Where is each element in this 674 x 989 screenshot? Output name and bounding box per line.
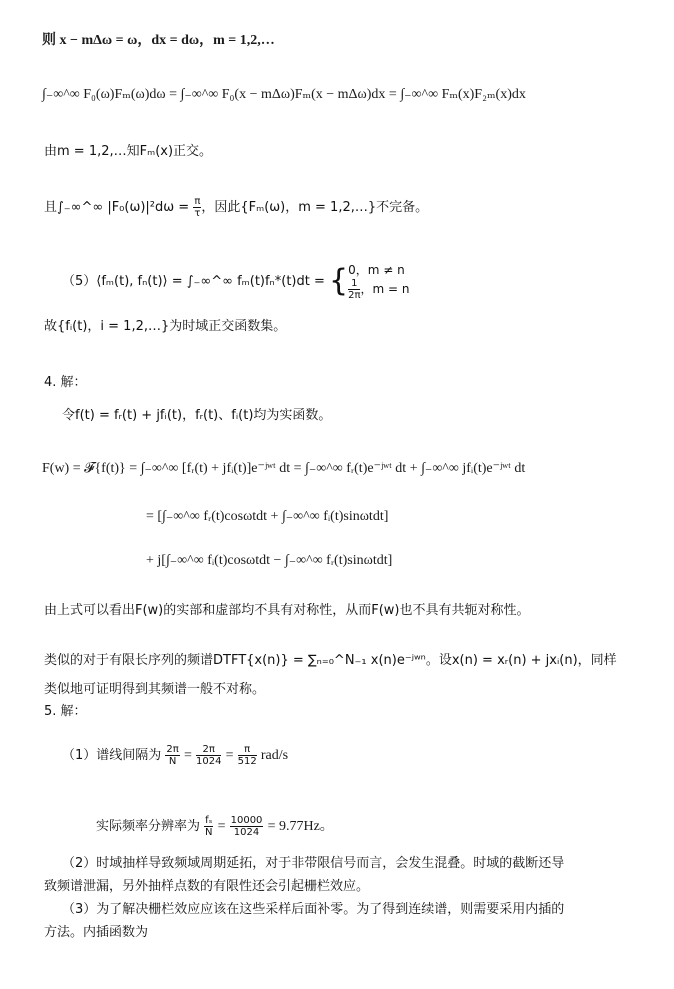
equals-sign: = (183, 748, 192, 763)
equation-imag-part: + j[∫₋∞^∞ fᵢ(t)cosωtdt − ∫₋∞^∞ fᵣ(t)sinωtdt] (146, 553, 393, 568)
equation-orthogonality-integral: ∫₋∞^∞ F₀(ω)Fₘ(ω)dω = ∫₋∞^∞ F₀(x − mΔω)Fₘ(x − mΔω)dx = ∫₋∞^∞ Fₘ(x)F₂ₘ(x)dx (42, 87, 526, 102)
text-line-spacing-label: （1）谱线间隔为 (62, 748, 162, 763)
text-dtft-conclusion: 类似地可证明得到其频谱一般不对称。 (44, 682, 266, 697)
text-orthogonal-set: 故{fᵢ(t)，i = 1,2,…}为时域正交函数集。 (44, 319, 287, 334)
equation-fourier-transform: F(w) = 𝓕{f(t)} = ∫₋∞^∞ [fᵣ(t) + jfᵢ(t)]e⁻ʲʷᵗ dt = ∫₋∞^∞ fᵣ(t)e⁻ʲʷᵗ dt + ∫₋∞^∞ jfᵢ(t)e⁻ʲʷᵗ dt (42, 461, 526, 476)
fraction-1-over-2pi (348, 278, 360, 301)
fraction-denominator: 512 (237, 756, 257, 767)
equals-sign: = (225, 748, 234, 763)
unit-rad-per-s: rad/s (260, 748, 289, 763)
text-dtft-statement: 类似的对于有限长序列的频谱DTFT{x(n)} = ∑ₙ₌₀^N₋₁ x(n)e⁻ʲʷⁿ。设x(n) = xᵣ(n) + jxᵢ(n)，同样 (44, 653, 617, 668)
text-aliasing-1: （2）时域抽样导致频域周期延拓，对于非带限信号而言，会发生混叠。时域的截断还导 (62, 856, 565, 871)
fraction-denominator: τ (194, 208, 201, 219)
fraction-numerator: 1 (348, 278, 360, 290)
text-incomplete-statement (44, 196, 428, 219)
equation-real-part: = [∫₋∞^∞ fᵣ(t)cosωtdt + ∫₋∞^∞ fᵢ(t)sinωtdt] (146, 509, 389, 524)
fraction-numerator: fₛ (205, 815, 213, 826)
text-orthogonal-statement: 由m = 1,2,…知Fₘ(x)正交。 (44, 144, 213, 159)
text-let-f: 令f(t) = fᵣ(t) + jfᵢ(t)，fᵣ(t)、fᵢ(t)均为实函数。 (62, 408, 332, 423)
equation-substitution: 则 x − mΔω = ω，dx = dω，m = 1,2,… (42, 33, 275, 48)
fraction-denominator: N (168, 756, 177, 767)
heading-question-5: 5. 解： (44, 704, 87, 719)
equals-sign: = (217, 819, 226, 834)
case-equal (348, 278, 409, 301)
case-not-equal: 0，m ≠ n (348, 263, 405, 277)
fraction-denominator: 1024 (233, 827, 260, 838)
equation-inner-product-lhs: （5）⟨fₘ(t), fₙ(t)⟩ = ∫₋∞^∞ fₘ(t)fₙ*(t)dt = (62, 274, 329, 289)
heading-question-4: 4. 解： (44, 375, 87, 390)
left-brace: { (329, 263, 349, 299)
text-symmetry-conclusion: 由上式可以看出F(w)的实部和虚部均不具有对称性，从而F(w)也不具有共轭对称性。 (44, 603, 530, 618)
fraction-10000-over-1024 (230, 815, 264, 838)
fraction-numerator: 2π (196, 744, 221, 756)
equation-inner-product (62, 262, 409, 301)
text-incomplete-post: ，因此{Fₘ(ω)，m = 1,2,…}不完备。 (201, 200, 429, 215)
fraction-numerator: 10000 (230, 815, 263, 826)
equation-frequency-resolution (96, 815, 334, 838)
fraction-numerator: π (194, 196, 201, 207)
fraction-fs-over-N (204, 815, 213, 838)
case-equal-text: ，m = n (360, 282, 410, 296)
text-aliasing-2: 致频谱泄漏，另外抽样点数的有限性还会引起栅栏效应。 (44, 879, 370, 894)
equation-line-spacing (62, 744, 288, 767)
fraction-denominator: N (205, 827, 213, 838)
fraction-2pi-over-1024 (196, 744, 221, 767)
resolution-value: = 9.77Hz。 (267, 819, 334, 834)
text-frequency-resolution-label: 实际频率分辨率为 (96, 819, 201, 834)
text-zero-padding-1: （3）为了解决栅栏效应应该在这些采样后面补零。为了得到连续谱，则需要采用内插的 (62, 902, 565, 917)
fraction-pi-over-512 (238, 744, 257, 767)
fraction-numerator: 2π (166, 744, 179, 755)
fraction-2pi-over-N (165, 744, 179, 767)
cases-block (348, 262, 409, 301)
text-incomplete-pre: 且∫₋∞^∞ |F₀(ω)|²dω = (44, 200, 194, 215)
fraction-denominator: 1024 (196, 756, 222, 767)
fraction-denominator: 2π (348, 290, 361, 301)
text-zero-padding-2: 方法。内插函数为 (44, 925, 149, 940)
fraction-numerator: π (238, 744, 257, 756)
